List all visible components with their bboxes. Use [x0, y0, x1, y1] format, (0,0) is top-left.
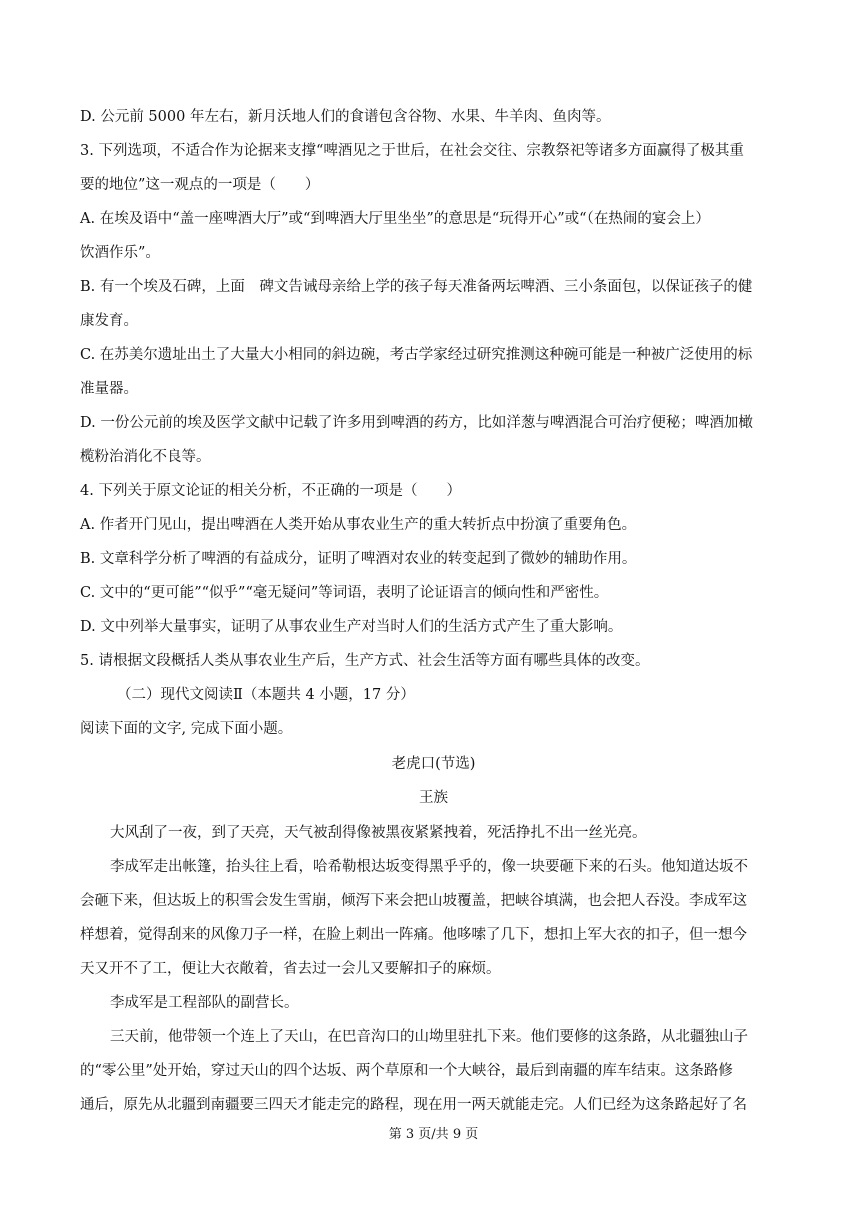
option-c-q4: C. 文中的“更可能”“似乎”“毫无疑问”等词语，表明了论证语言的倾向性和严密性。: [80, 585, 609, 601]
article-paragraph-line: 三天前，他带领一个连上了天山，在巴音沟口的山坳里驻扎下来。他们要修的这条路，从北疆独山子: [110, 1029, 748, 1045]
article-paragraph-line: 会砸下来，但达坂上的积雪会发生雪崩，倾泻下来会把山坡覆盖，把峡谷填满，也会把人吞没。李成军这: [80, 893, 747, 909]
article-paragraph-line: 李成军是工程部队的副营长。: [110, 995, 299, 1011]
question-3-stem-cont: 要的地位”这一观点的一项是（ ）: [80, 177, 320, 193]
page-footer: 第 3 页/共 9 页: [388, 1127, 479, 1142]
option-a-q3: A. 在埃及语中“盖一座啤酒大厅”或“到啤酒大厅里坐坐”的意思是“玩得开心”或“（在热闹的宴会上）: [80, 211, 710, 227]
option-c-q3-cont: 准量器。: [80, 381, 138, 397]
article-paragraph-line: 李成军走出帐篷，抬头往上看，哈希勒根达坂变得黑乎乎的，像一块要砸下来的石头。他知道达坂不: [110, 859, 748, 875]
article-title: 老虎口(节选): [391, 756, 476, 772]
option-b-q3-cont: 康发育。: [80, 313, 138, 329]
article-paragraph-line: 大风刮了一夜，到了天亮，天气被刮得像被黑夜紧紧拽着，死活挣扎不出一丝光亮。: [110, 825, 647, 841]
question-3-stem: 3. 下列选项，不适合作为论据来支撑“啤酒见之于世后，在社会交往、宗教祭祀等诸多方面赢得了极其重: [80, 143, 744, 159]
reading-instruction: 阅读下面的文字, 完成下面小题。: [80, 721, 293, 737]
option-b-q4: B. 文章科学分析了啤酒的有益成分，证明了啤酒对农业的转变起到了微妙的辅助作用。: [80, 551, 637, 567]
option-d-q4: D. 文中列举大量事实，证明了从事农业生产对当时人们的生活方式产生了重大影响。: [80, 619, 623, 635]
article-paragraph-line: 天又开不了工，便让大衣敞着，省去过一会儿又要解扣子的麻烦。: [80, 961, 501, 977]
article-paragraph-line: 的“零公里”处开始，穿过天山的四个达坂、两个草原和一个大峡谷，最后到南疆的库车结束。这条路修: [80, 1063, 733, 1079]
option-b-q3: B. 有一个埃及石碑，上面 碑文告诫母亲给上学的孩子每天准备两坛啤酒、三小条面包，以保证孩子的健: [80, 279, 753, 295]
option-a-q3-cont: 饮酒作乐”。: [80, 245, 160, 261]
option-c-q3: C. 在苏美尔遗址出土了大量大小相同的斜边碗，考古学家经过研究推测这种碗可能是一种被广泛使用的标: [80, 347, 753, 363]
article-author: 王族: [419, 790, 448, 806]
article-paragraph-line: 通后，原先从北疆到南疆要三四天才能走完的路程，现在用一两天就能走完。人们已经为这条路起好了名: [80, 1097, 747, 1113]
question-4-stem: 4. 下列关于原文论证的相关分析，不正确的一项是（ ）: [80, 483, 461, 499]
article-paragraph-line: 样想着，觉得刮来的风像刀子一样，在脸上刺出一阵痛。他哆嗦了几下，想扣上军大衣的扣子，但一想今: [80, 927, 747, 943]
question-5-stem: 5. 请根据文段概括人类从事农业生产后，生产方式、社会生活等方面有哪些具体的改变。: [80, 653, 650, 669]
option-d-q2: D. 公元前 5000 年左右，新月沃地人们的食谱包含谷物、水果、牛羊肉、鱼肉等。: [80, 109, 611, 125]
option-d-q3: D. 一份公元前的埃及医学文献中记载了许多用到啤酒的药方，比如洋葱与啤酒混合可治疗便秘；啤酒加橄: [80, 415, 753, 431]
option-a-q4: A. 作者开门见山，提出啤酒在人类开始从事农业生产的重大转折点中扮演了重要角色。: [80, 517, 637, 533]
option-d-q3-cont: 榄粉治消化不良等。: [80, 449, 211, 465]
section-heading: （二）现代文阅读Ⅱ（本题共 4 小题，17 分）: [117, 687, 415, 703]
